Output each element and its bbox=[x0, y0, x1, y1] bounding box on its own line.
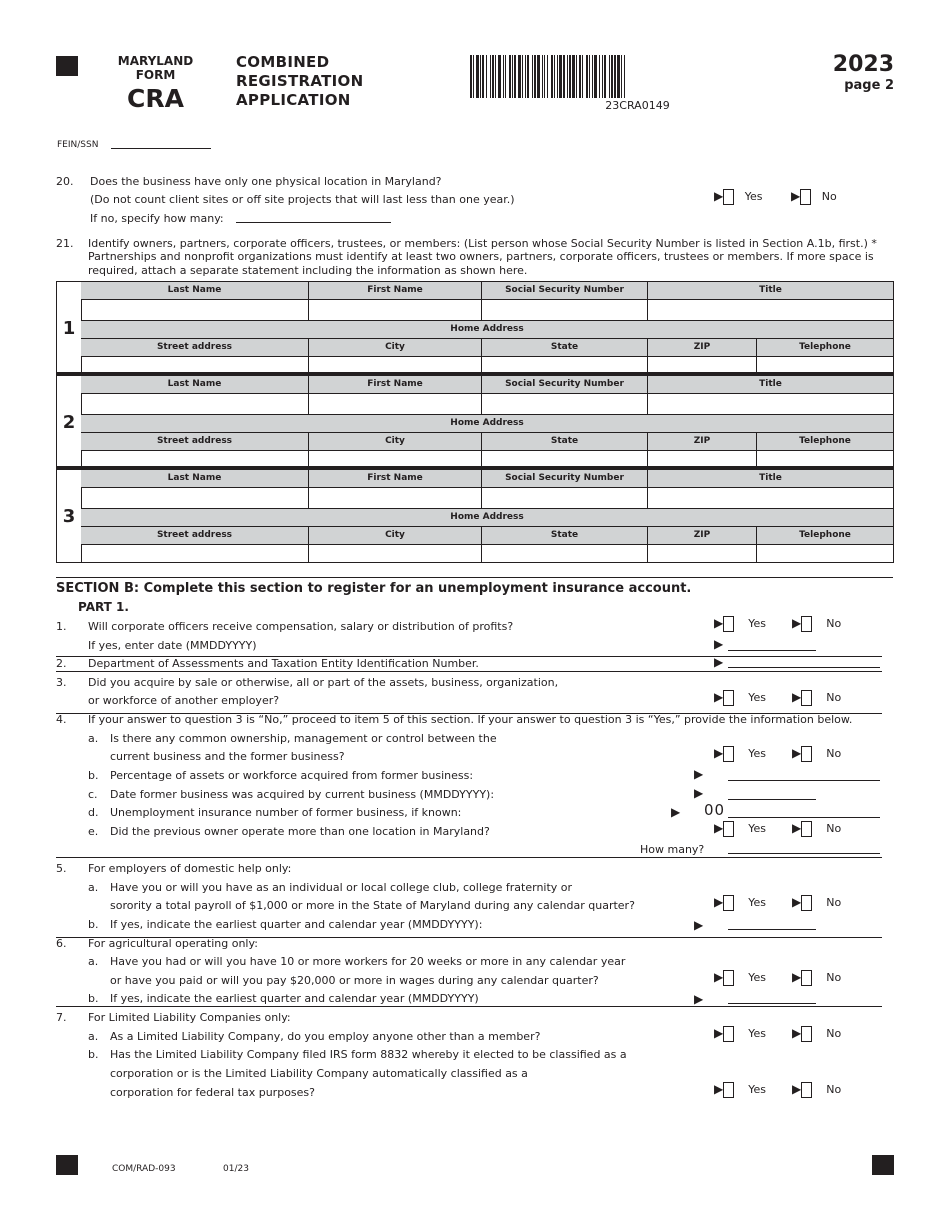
q4a-no[interactable]: ▶ No bbox=[792, 746, 842, 760]
arrow-icon: ▶ bbox=[792, 1026, 802, 1040]
how-many-label: How many? bbox=[640, 843, 705, 856]
q7b-line2: corporation or is the Limited Liability Company automatically classified as a bbox=[110, 1067, 528, 1080]
q4e-no[interactable]: ▶ No bbox=[792, 821, 842, 835]
q4b-text: Percentage of assets or workforce acquired from former business: bbox=[110, 769, 474, 782]
part-label: PART 1. bbox=[78, 600, 129, 614]
arrow-icon: ▶ bbox=[792, 821, 802, 835]
checkbox-icon[interactable] bbox=[723, 1026, 734, 1042]
q5a-no[interactable]: ▶ No bbox=[792, 895, 842, 909]
checkbox-icon[interactable] bbox=[801, 690, 812, 706]
q20-no[interactable]: ▶ No bbox=[791, 189, 837, 203]
arrow-icon: ▶ bbox=[714, 1082, 724, 1096]
q4a-line1: Is there any common ownership, management or control between the bbox=[110, 732, 497, 745]
home-address-bar: Home Address bbox=[81, 414, 893, 432]
checkbox-icon[interactable] bbox=[723, 821, 734, 837]
q4b-percentage-input[interactable] bbox=[728, 780, 880, 781]
form-title: COMBINED REGISTRATION APPLICATION bbox=[236, 53, 364, 109]
q6b-text: If yes, indicate the earliest quarter and calendar year (MMDDYYYY) bbox=[110, 992, 479, 1005]
street-input[interactable] bbox=[81, 544, 308, 562]
title-input[interactable] bbox=[647, 299, 893, 320]
q1-line1: Will corporate officers receive compensation, salary or distribution of profits? bbox=[88, 620, 514, 633]
barcode-text: 23CRA0149 bbox=[605, 99, 670, 112]
q4a-yes[interactable]: ▶ Yes bbox=[714, 746, 766, 760]
arrow-icon: ▶ bbox=[714, 690, 724, 704]
arrow-icon: ▶ bbox=[714, 189, 724, 203]
first-name-input[interactable] bbox=[308, 393, 481, 414]
state-input[interactable] bbox=[481, 450, 647, 467]
q6a-yes[interactable]: ▶ Yes bbox=[714, 970, 766, 984]
q7b-yes[interactable]: ▶ Yes bbox=[714, 1082, 766, 1096]
q4a-letter: a. bbox=[88, 732, 99, 745]
q20-line1: Does the business have only one physical location in Maryland? bbox=[90, 175, 442, 188]
registration-mark-top-left bbox=[56, 56, 78, 76]
q6-number: 6. bbox=[56, 937, 67, 950]
owner-input-row bbox=[81, 299, 893, 320]
ssn-input[interactable] bbox=[481, 393, 647, 414]
checkbox-icon[interactable] bbox=[723, 970, 734, 986]
q21-line2: Partnerships and nonprofit organizations must identify at least two owners, partners, corporate officers, trustees or members. If more space is bbox=[88, 250, 874, 263]
q2-entity-id-input[interactable] bbox=[728, 667, 880, 668]
arrow-icon: ▶ bbox=[694, 767, 704, 781]
owner-header-row: Last Name First Name Social Security Number Title bbox=[81, 375, 893, 393]
address-input-row bbox=[81, 544, 893, 562]
q7b-line3: corporation for federal tax purposes? bbox=[110, 1086, 315, 1099]
q5-number: 5. bbox=[56, 862, 67, 875]
q1-no[interactable]: ▶ No bbox=[792, 616, 842, 630]
q4b-letter: b. bbox=[88, 769, 99, 782]
q2-line1: Department of Assessments and Taxation Entity Identification Number. bbox=[88, 657, 479, 670]
q7b-letter: b. bbox=[88, 1048, 99, 1061]
q5a-yes[interactable]: ▶ Yes bbox=[714, 895, 766, 909]
arrow-icon: ▶ bbox=[714, 821, 724, 835]
q4a-line2: current business and the former business? bbox=[110, 750, 345, 763]
q6a-line2: or have you paid or will you pay $20,000 or more in wages during any calendar quarter? bbox=[110, 974, 599, 987]
q6a-letter: a. bbox=[88, 955, 99, 968]
footer-revision: 01/23 bbox=[223, 1164, 249, 1174]
address-header-row: Street address City State ZIP Telephone bbox=[81, 432, 893, 450]
q3-number: 3. bbox=[56, 676, 67, 689]
q6a-line1: Have you had or will you have 10 or more workers for 20 weeks or more in any calendar year bbox=[110, 955, 626, 968]
owner-number: 2 bbox=[62, 412, 76, 433]
arrow-icon: ▶ bbox=[792, 616, 802, 630]
arrow-icon: ▶ bbox=[792, 746, 802, 760]
checkbox-icon[interactable] bbox=[723, 1082, 734, 1098]
owner-block-3 bbox=[56, 469, 894, 563]
arrow-icon: ▶ bbox=[714, 637, 724, 651]
address-header-row: Street address City State ZIP Telephone bbox=[81, 338, 893, 356]
zip-input[interactable] bbox=[647, 450, 756, 467]
checkbox-icon[interactable] bbox=[723, 616, 734, 632]
q4-line1: If your answer to question 3 is “No,” proceed to item 5 of this section. If your answer to question 3 is “Yes,” provide the information below. bbox=[88, 713, 853, 726]
section-b-title: SECTION B: Complete this section to register for an unemployment insurance account. bbox=[56, 581, 692, 596]
q5-line1: For employers of domestic help only: bbox=[88, 862, 292, 875]
form-code: CRA bbox=[127, 84, 184, 113]
street-input[interactable] bbox=[81, 356, 308, 373]
checkbox-icon[interactable] bbox=[801, 895, 812, 911]
checkbox-icon[interactable] bbox=[800, 189, 811, 205]
owner-block-2 bbox=[56, 375, 894, 468]
city-input[interactable] bbox=[308, 356, 481, 373]
address-header-row: Street address City State ZIP Telephone bbox=[81, 526, 893, 544]
arrow-icon: ▶ bbox=[714, 895, 724, 909]
q20-number: 20. bbox=[56, 175, 74, 188]
checkbox-icon[interactable] bbox=[801, 821, 812, 837]
owner-input-row bbox=[81, 487, 893, 508]
q3-no[interactable]: ▶ No bbox=[792, 690, 842, 704]
q4d-text: Unemployment insurance number of former business, if known: bbox=[110, 806, 462, 819]
arrow-icon: ▶ bbox=[694, 918, 704, 932]
q4e-letter: e. bbox=[88, 825, 99, 838]
section-divider bbox=[56, 577, 893, 578]
q7b-line1: Has the Limited Liability Company filed IRS form 8832 whereby it elected to be classified as a bbox=[110, 1048, 627, 1061]
q7a-letter: a. bbox=[88, 1030, 99, 1043]
q6-line1: For agricultural operating only: bbox=[88, 937, 258, 950]
q5b-letter: b. bbox=[88, 918, 99, 931]
owner-input-row bbox=[81, 393, 893, 414]
last-name-input[interactable] bbox=[81, 487, 308, 508]
form-year: 2023 bbox=[832, 52, 894, 77]
fein-input[interactable] bbox=[111, 148, 211, 149]
telephone-input[interactable] bbox=[756, 356, 893, 373]
q7a-yes[interactable]: ▶ Yes bbox=[714, 1026, 766, 1040]
state-input[interactable] bbox=[481, 356, 647, 373]
q3-line2: or workforce of another employer? bbox=[88, 694, 280, 707]
city-input[interactable] bbox=[308, 544, 481, 562]
arrow-icon: ▶ bbox=[714, 655, 724, 669]
city-input[interactable] bbox=[308, 450, 481, 467]
q6b-date-input[interactable] bbox=[728, 1003, 816, 1004]
address-input-row bbox=[81, 450, 893, 467]
arrow-icon: ▶ bbox=[791, 189, 801, 203]
checkbox-icon[interactable] bbox=[723, 895, 734, 911]
q6b-letter: b. bbox=[88, 992, 99, 1005]
q1-number: 1. bbox=[56, 620, 67, 633]
q21-line1: Identify owners, partners, corporate officers, trustees, or members: (List person whose Social Security Number is listed in Section A.1b, first.) * bbox=[88, 237, 877, 250]
checkbox-icon[interactable] bbox=[801, 1026, 812, 1042]
arrow-icon: ▶ bbox=[694, 992, 704, 1006]
q7a-text: As a Limited Liability Company, do you employ anyone other than a member? bbox=[110, 1030, 541, 1043]
q5a-line1: Have you or will you have as an individual or local college club, college fraternity or bbox=[110, 881, 573, 894]
form-state-label: MARYLAND FORM bbox=[117, 54, 194, 82]
owner-block-1 bbox=[56, 281, 894, 374]
telephone-input[interactable] bbox=[756, 450, 893, 467]
address-input-row bbox=[81, 356, 893, 373]
q4c-letter: c. bbox=[88, 788, 98, 801]
owner-number: 3 bbox=[62, 506, 76, 527]
q7-number: 7. bbox=[56, 1011, 67, 1024]
q4c-date-input[interactable] bbox=[728, 799, 816, 800]
q7-line1: For Limited Liability Companies only: bbox=[88, 1011, 291, 1024]
title-input[interactable] bbox=[647, 487, 893, 508]
street-input[interactable] bbox=[81, 450, 308, 467]
telephone-input[interactable] bbox=[756, 544, 893, 562]
q4d-letter: d. bbox=[88, 806, 99, 819]
q3-line1: Did you acquire by sale or otherwise, all or part of the assets, business, organization, bbox=[88, 676, 559, 689]
fein-label: FEIN/SSN bbox=[57, 140, 99, 150]
zip-input[interactable] bbox=[647, 544, 756, 562]
q4d-prefix: 00 bbox=[704, 801, 726, 819]
q5a-letter: a. bbox=[88, 881, 99, 894]
owner-header-row: Last Name First Name Social Security Number Title bbox=[81, 469, 893, 487]
q5a-line2: sorority a total payroll of $1,000 or more in the State of Maryland during any calendar quarter? bbox=[110, 899, 635, 912]
q4e-yes[interactable]: ▶ Yes bbox=[714, 821, 766, 835]
first-name-input[interactable] bbox=[308, 487, 481, 508]
checkbox-icon[interactable] bbox=[801, 970, 812, 986]
q5b-text: If yes, indicate the earliest quarter and calendar year (MMDDYYYY): bbox=[110, 918, 483, 931]
ssn-input[interactable] bbox=[481, 299, 647, 320]
arrow-icon: ▶ bbox=[714, 746, 724, 760]
barcode bbox=[470, 55, 805, 98]
q4-number: 4. bbox=[56, 713, 67, 726]
first-name-input[interactable] bbox=[308, 299, 481, 320]
arrow-icon: ▶ bbox=[671, 805, 681, 819]
arrow-icon: ▶ bbox=[792, 895, 802, 909]
home-address-bar: Home Address bbox=[81, 320, 893, 338]
q3-yes[interactable]: ▶ Yes bbox=[714, 690, 766, 704]
arrow-icon: ▶ bbox=[792, 1082, 802, 1096]
checkbox-icon[interactable] bbox=[723, 690, 734, 706]
arrow-icon: ▶ bbox=[714, 616, 724, 630]
q7b-no[interactable]: ▶ No bbox=[792, 1082, 842, 1096]
owner-header-row: Last Name First Name Social Security Number Title bbox=[81, 281, 893, 299]
checkbox-icon[interactable] bbox=[801, 1082, 812, 1098]
q20-count-input[interactable] bbox=[236, 222, 391, 223]
q1-line2: If yes, enter date (MMDDYYYY) bbox=[88, 639, 257, 652]
state-input[interactable] bbox=[481, 544, 647, 562]
q20-line3: If no, specify how many: bbox=[90, 212, 224, 225]
q21-number: 21. bbox=[56, 237, 74, 250]
arrow-icon: ▶ bbox=[792, 970, 802, 984]
footer-form-id: COM/RAD-093 bbox=[112, 1164, 176, 1174]
q20-line2: (Do not count client sites or off site projects that will last less than one year.) bbox=[90, 193, 515, 206]
q2-number: 2. bbox=[56, 657, 67, 670]
q1-yes[interactable]: ▶ Yes bbox=[714, 616, 766, 630]
checkbox-icon[interactable] bbox=[723, 189, 734, 205]
q7a-no[interactable]: ▶ No bbox=[792, 1026, 842, 1040]
q21-line3: required, attach a separate statement including the information as shown here. bbox=[88, 264, 528, 277]
q6a-no[interactable]: ▶ No bbox=[792, 970, 842, 984]
registration-mark-bottom-left bbox=[56, 1155, 78, 1175]
last-name-input[interactable] bbox=[81, 299, 308, 320]
q4d-ui-number-input[interactable] bbox=[728, 817, 880, 818]
home-address-bar: Home Address bbox=[81, 508, 893, 526]
q4c-text: Date former business was acquired by current business (MMDDYYYY): bbox=[110, 788, 495, 801]
checkbox-icon[interactable] bbox=[801, 616, 812, 632]
arrow-icon: ▶ bbox=[792, 690, 802, 704]
q20-yes[interactable]: ▶ Yes bbox=[714, 189, 763, 203]
ssn-input[interactable] bbox=[481, 487, 647, 508]
owner-number: 1 bbox=[62, 318, 76, 339]
arrow-icon: ▶ bbox=[694, 786, 704, 800]
title-input[interactable] bbox=[647, 393, 893, 414]
arrow-icon: ▶ bbox=[714, 1026, 724, 1040]
checkbox-icon[interactable] bbox=[801, 746, 812, 762]
barcode-bar bbox=[625, 55, 627, 98]
q1-date-input[interactable] bbox=[728, 650, 816, 651]
arrow-icon: ▶ bbox=[714, 970, 724, 984]
last-name-input[interactable] bbox=[81, 393, 308, 414]
q5b-date-input[interactable] bbox=[728, 929, 816, 930]
q4e-text: Did the previous owner operate more than one location in Maryland? bbox=[110, 825, 490, 838]
checkbox-icon[interactable] bbox=[723, 746, 734, 762]
zip-input[interactable] bbox=[647, 356, 756, 373]
page-number: page 2 bbox=[844, 78, 894, 93]
q4e-how-many-input[interactable] bbox=[728, 853, 880, 854]
registration-mark-bottom-right bbox=[872, 1155, 894, 1175]
